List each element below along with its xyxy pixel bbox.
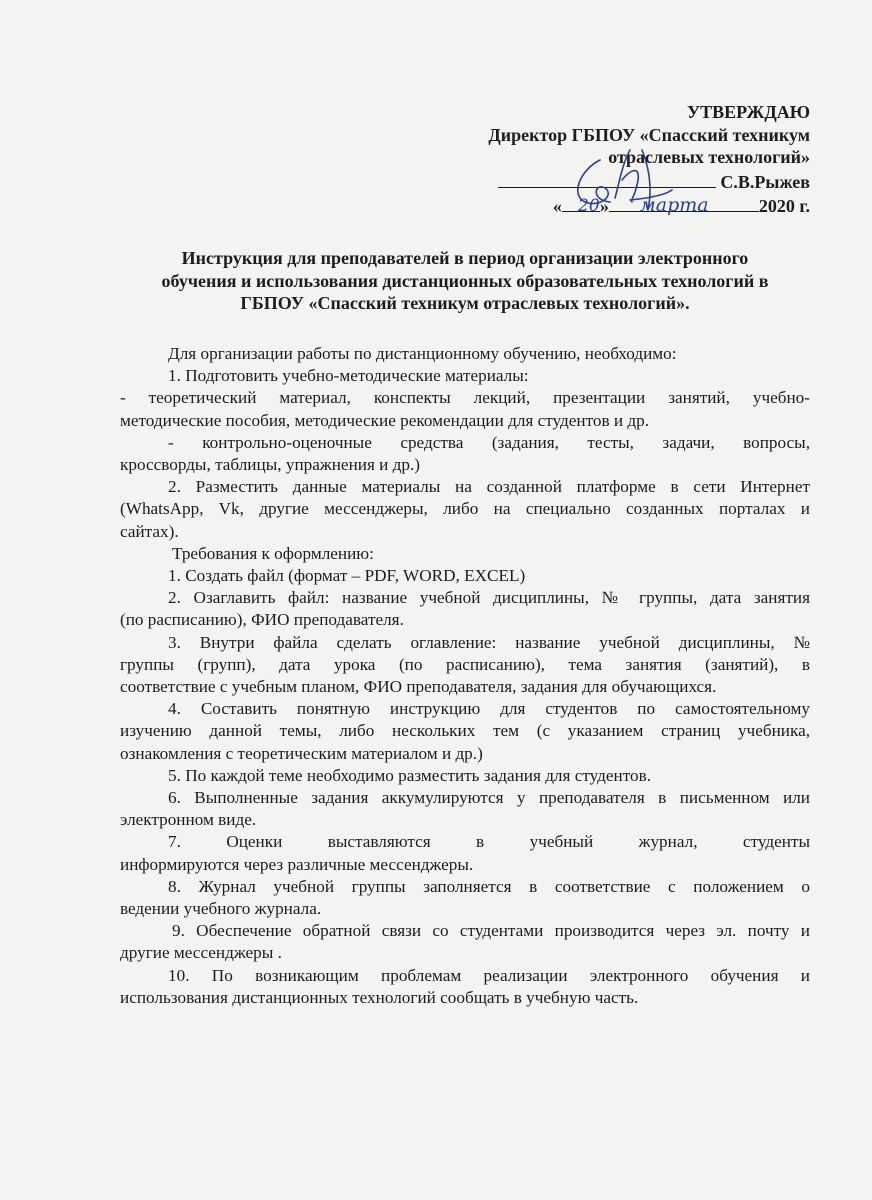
text-line: сайтах). bbox=[120, 521, 179, 541]
text-line: 2. Разместить данные материалы на созданной платформе в сети Интернет bbox=[168, 477, 810, 497]
paragraph bbox=[120, 920, 810, 964]
paragraph bbox=[120, 698, 810, 765]
paragraph bbox=[120, 876, 810, 920]
text-line: использования дистанционных технологий сообщать в учебную часть. bbox=[120, 987, 639, 1007]
text-line: группы (групп), дата урока (по расписанию), тема занятия (занятий), в bbox=[120, 654, 810, 674]
paragraph bbox=[120, 343, 810, 365]
text-line: информируются через различные мессенджеры. bbox=[120, 854, 474, 874]
text-line: электронном виде. bbox=[120, 810, 257, 830]
text-line: ведении учебного журнала. bbox=[120, 899, 322, 919]
paragraph bbox=[120, 965, 810, 1009]
text-line: - контрольно-оценочные средства (задания, тесты, задачи, вопросы, bbox=[168, 432, 810, 452]
document-title bbox=[120, 247, 810, 315]
paragraph bbox=[120, 476, 810, 543]
text-line: (WhatsApp, Vk, другие мессенджеры, либо на специально созданных порталах и bbox=[120, 499, 810, 519]
text-line: 2. Озаглавить файл: название учебной дисциплины, № группы, дата занятия bbox=[168, 588, 810, 608]
approval-heading: УТВЕРЖДАЮ bbox=[686, 102, 810, 122]
text-line: другие мессенджеры . bbox=[120, 943, 282, 963]
quote-open: « bbox=[552, 196, 562, 216]
text-line: 9. Обеспечение обратной связи со студентами производится через эл. почту и bbox=[172, 921, 810, 941]
text-line: 1. Подготовить учебно-методические материалы: bbox=[168, 366, 529, 386]
paragraph bbox=[120, 787, 810, 831]
paragraph bbox=[120, 831, 810, 875]
paragraph bbox=[120, 587, 810, 631]
text-line: 10. По возникающим проблемам реализации электронного обучения и bbox=[168, 965, 810, 985]
text-line: соответствие с учебным планом, ФИО преподавателя, задания для обучающихся. bbox=[120, 677, 717, 697]
paragraph bbox=[120, 543, 810, 565]
paragraph bbox=[120, 432, 810, 476]
handwritten-day: 20 bbox=[578, 196, 600, 216]
text-line: 3. Внутри файла сделать оглавление: название учебной дисциплины, № bbox=[168, 632, 810, 652]
paragraph bbox=[120, 765, 810, 787]
text-line: методические пособия, методические рекомендации для студентов и др. bbox=[120, 410, 650, 430]
text-line: 5. По каждой теме необходимо разместить задания для студентов. bbox=[168, 765, 652, 785]
text-line: ознакомления с теоретическим материалом и др.) bbox=[120, 743, 483, 763]
approval-organization: отраслевых технологий» bbox=[608, 147, 810, 167]
text-line: - теоретический материал, конспекты лекций, презентации занятий, учебно- bbox=[120, 388, 810, 408]
paragraph bbox=[120, 632, 810, 699]
approval-year: 2020 г. bbox=[758, 196, 810, 216]
handwritten-month: марта bbox=[640, 194, 709, 216]
approval-position: Директор ГБПОУ «Спасский техникум bbox=[488, 124, 810, 145]
paragraph bbox=[120, 365, 810, 387]
text-line: (по расписанию), ФИО преподавателя. bbox=[120, 610, 404, 630]
quote-close: » bbox=[599, 196, 609, 216]
text-line: 8. Журнал учебной группы заполняется в соответствие с положением о bbox=[168, 876, 810, 896]
text-line: 1. Создать файл (формат – PDF, WORD, EXCEL) bbox=[168, 566, 526, 586]
text-line: изучению данной темы, либо нескольких тем (с указанием страниц учебника, bbox=[120, 721, 810, 741]
text-line: Для организации работы по дистанционному обучению, необходимо: bbox=[168, 344, 677, 363]
text-line: 4. Составить понятную инструкцию для студентов по самостоятельному bbox=[168, 699, 810, 719]
title-line: обучения и использования дистанционных образовательных технологий в bbox=[161, 270, 769, 291]
text-line: кроссворды, таблицы, упражнения и др.) bbox=[120, 455, 421, 475]
paragraph bbox=[120, 565, 810, 587]
text-line: 6. Выполненные задания аккумулируются у преподавателя в письменном или bbox=[168, 788, 810, 808]
document-body bbox=[120, 343, 810, 1009]
paragraph bbox=[120, 387, 810, 431]
signer-name: С.В.Рыжев bbox=[720, 171, 810, 192]
text-line: 7. Оценки выставляются в учебный журнал, студенты bbox=[168, 832, 810, 852]
title-line: Инструкция для преподавателей в период организации электронного bbox=[181, 248, 749, 268]
text-line: Требования к оформлению: bbox=[172, 543, 374, 563]
title-line: ГБПОУ «Спасский техникум отраслевых технологий». bbox=[240, 293, 690, 313]
signature-icon bbox=[560, 140, 680, 230]
